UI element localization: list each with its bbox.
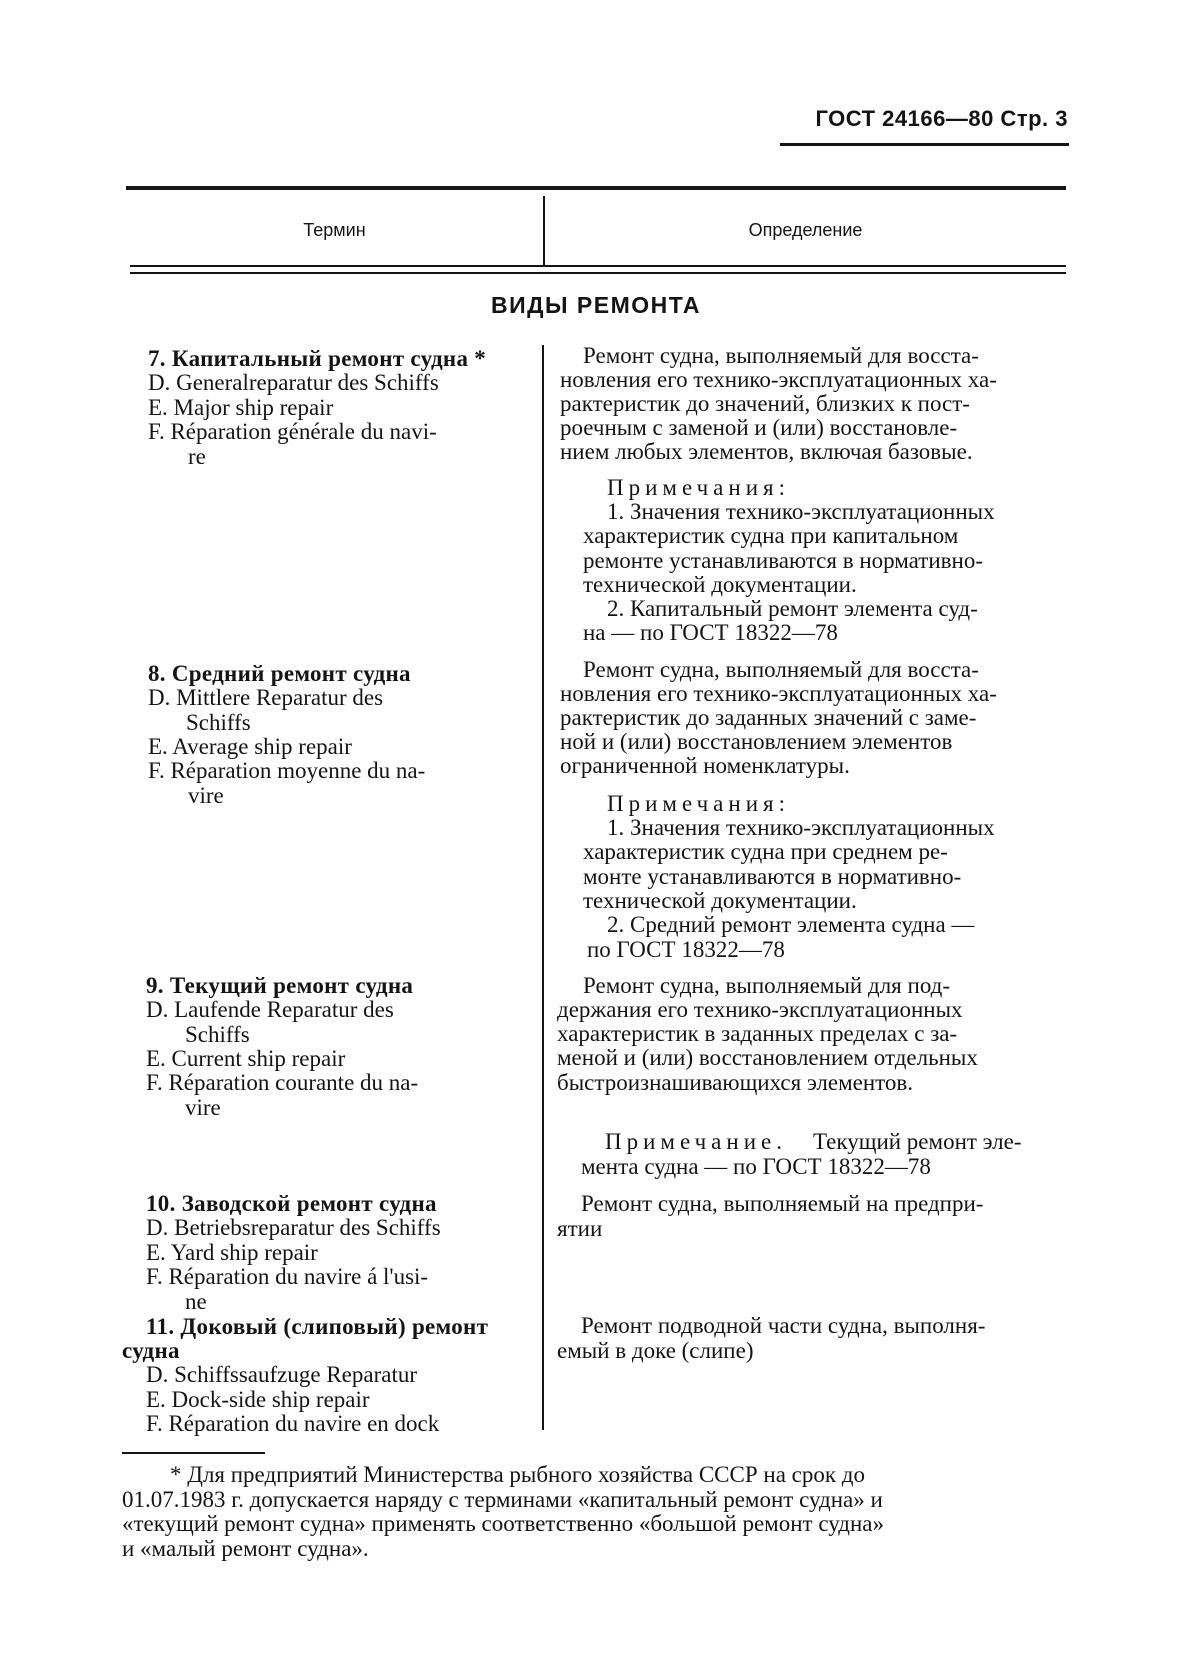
- def-7-line: новления его технико-эксплуатационных ха-: [560, 367, 997, 392]
- body-column-separator: [542, 345, 544, 1430]
- def-10-line: Ремонт судна, выполняемый на предпри-: [581, 1191, 984, 1216]
- term-10-de: D. Betriebsreparatur des Schiffs: [146, 1215, 441, 1240]
- term-10-en: E. Yard ship repair: [146, 1240, 318, 1265]
- page-header: ГОСТ 24166—80 Стр. 3: [815, 106, 1068, 131]
- note-8-line: монте устанавливаются в нормативно-: [583, 864, 962, 889]
- note-7-line: ремонте устанавливаются в нормативно-: [583, 548, 983, 573]
- term-9-de: D. Laufende Reparatur des: [146, 997, 394, 1022]
- term-10-ru: 10. Заводской ремонт судна: [146, 1191, 437, 1216]
- def-9-line: характеристик в заданных пределах с за-: [557, 1021, 958, 1046]
- footnote-line: 01.07.1983 г. допускается наряду с терминами «капитальный ремонт судна» и: [122, 1487, 883, 1512]
- note-8-title: Примечания:: [607, 791, 790, 816]
- term-11-ru-cont: судна: [122, 1338, 180, 1363]
- header-bottom-rule: [130, 265, 1066, 267]
- term-11-de: D. Schiffssaufzuge Reparatur: [146, 1362, 418, 1387]
- def-8-line: новления его технико-эксплуатационных ха-: [560, 681, 997, 706]
- term-9-fr: F. Réparation courante du na-: [146, 1070, 419, 1095]
- def-8-line: Ремонт судна, выполняемый для восста-: [583, 657, 979, 682]
- term-11-ru: 11. Доковый (слиповый) ремонт: [146, 1314, 489, 1339]
- term-7-fr-cont: re: [188, 444, 206, 469]
- term-9-de-cont: Schiffs: [185, 1022, 250, 1047]
- term-9-ru: 9. Текущий ремонт судна: [146, 973, 414, 998]
- note-9-line: мента судна — по ГОСТ 18322—78: [581, 1154, 931, 1179]
- term-7-de: D. Generalreparatur des Schiffs: [148, 370, 439, 395]
- def-9-line: держания его технико-эксплуатационных: [557, 997, 963, 1022]
- term-8-de: D. Mittlere Reparatur des: [148, 685, 384, 710]
- term-8-fr: F. Réparation moyenne du na-: [148, 758, 426, 783]
- def-8-line: ограниченной номенклатуры.: [560, 753, 850, 778]
- footnote-line: * Для предприятий Министерства рыбного хозяйства СССР на срок до: [170, 1462, 866, 1487]
- def-11-line: Ремонт подводной части судна, выполня-: [581, 1313, 986, 1338]
- def-7-line: Ремонт судна, выполняемый для восста-: [583, 343, 979, 368]
- note-7-line: 1. Значения технико-эксплуатационных: [607, 499, 995, 524]
- term-8-fr-cont: vire: [188, 783, 224, 808]
- term-11-en: E. Dock-side ship repair: [146, 1387, 370, 1412]
- note-9-title: Примечание.: [605, 1129, 787, 1154]
- note-7-line: 2. Капитальный ремонт элемента суд-: [607, 596, 978, 621]
- term-10-fr: F. Réparation du navire á l'usi-: [146, 1264, 429, 1289]
- header-rule: [780, 143, 1069, 146]
- term-9-fr-cont: vire: [185, 1095, 221, 1120]
- note-8-line: по ГОСТ 18322—78: [587, 937, 785, 962]
- def-9-line: быстроизнашивающихся элементов.: [557, 1070, 914, 1095]
- note-7-title: Примечания:: [607, 475, 790, 500]
- note-7-line: на — по ГОСТ 18322—78: [583, 620, 838, 645]
- def-8-line: рактеристик до заданных значений с заме-: [560, 705, 977, 730]
- note-8-line: 2. Средний ремонт элемента судна —: [607, 912, 975, 937]
- header-bottom-rule-second: [130, 272, 1066, 274]
- column-header-definition: Определение: [748, 220, 863, 240]
- note-8-line: технической документации.: [583, 888, 857, 913]
- def-9-line: Ремонт судна, выполняемый для под-: [583, 973, 951, 998]
- term-7-ru: 7. Капитальный ремонт судна *: [148, 346, 487, 371]
- def-8-line: ной и (или) восстановлением элементов: [560, 729, 953, 754]
- def-9-line: меной и (или) восстановлением отдельных: [557, 1045, 978, 1070]
- section-title: ВИДЫ РЕМОНТА: [491, 292, 701, 318]
- def-7-line: нием любых элементов, включая базовые.: [560, 439, 973, 464]
- note-8-line: характеристик судна при среднем ре-: [583, 839, 948, 864]
- footnote-line: и «малый ремонт судна».: [122, 1536, 369, 1561]
- note-8-line: 1. Значения технико-эксплуатационных: [607, 815, 995, 840]
- def-10-line: ятии: [557, 1216, 603, 1241]
- term-8-ru: 8. Средний ремонт судна: [148, 661, 411, 686]
- term-11-fr: F. Réparation du navire en dock: [146, 1411, 440, 1436]
- def-7-line: роечным с заменой и (или) восстановле-: [560, 415, 958, 440]
- term-8-de-cont: Schiffs: [186, 710, 251, 735]
- column-header-term: Термин: [303, 220, 366, 240]
- note-9-line: Текущий ремонт эле-: [813, 1129, 1022, 1154]
- term-7-fr: F. Réparation générale du navi-: [148, 419, 437, 444]
- note-7-line: технической документации.: [583, 572, 857, 597]
- def-7-line: рактеристик до значений, близких к пост-: [560, 391, 970, 416]
- term-10-fr-cont: ne: [185, 1289, 207, 1314]
- term-9-en: E. Current ship repair: [146, 1046, 346, 1071]
- footnote-line: «текущий ремонт судна» применять соответственно «большой ремонт судна»: [122, 1511, 885, 1536]
- footnote-rule: [122, 1452, 265, 1454]
- table-top-rule: [126, 186, 1066, 190]
- def-11-line: емый в доке (слипе): [557, 1338, 754, 1363]
- term-7-en: E. Major ship repair: [148, 395, 334, 420]
- note-7-line: характеристик судна при капитальном: [583, 523, 959, 548]
- term-8-en: E. Average ship repair: [148, 734, 352, 759]
